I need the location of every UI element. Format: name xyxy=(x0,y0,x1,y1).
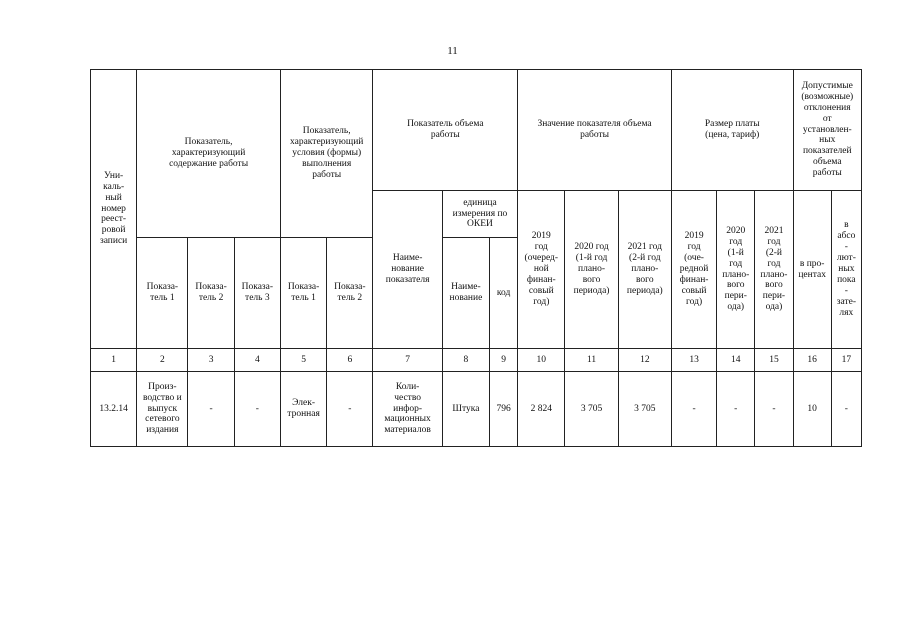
header-deviations: Допустимые (возможные) отклонения от установлен- ных показателей объема работы xyxy=(793,70,861,191)
column-number: 16 xyxy=(793,349,831,372)
header-vol-2021: 2021 год (2-й год плано- вого периода) xyxy=(618,191,671,349)
header-fee: Размер платы (цена, тариф) xyxy=(671,70,793,191)
header-unit-okei: единица измерения по ОКЕИ xyxy=(442,191,517,238)
column-number: 12 xyxy=(618,349,671,372)
table-row xyxy=(91,372,862,447)
state-task-table xyxy=(90,69,862,447)
cell-dev-absolute: - xyxy=(831,372,861,447)
header-indicator-name: Наиме- нование показателя xyxy=(373,191,442,349)
header-unit-name: Наиме- нование xyxy=(442,238,489,349)
column-number: 17 xyxy=(831,349,861,372)
cell-fee-2021: - xyxy=(755,372,793,447)
header-unit-code: код xyxy=(490,238,518,349)
column-number: 15 xyxy=(755,349,793,372)
cell-content-2: - xyxy=(188,372,234,447)
column-number: 1 xyxy=(91,349,137,372)
header-fee-2021: 2021 год (2-й год плано- вого пери- ода) xyxy=(755,191,793,349)
header-content-sub-3: Показа- тель 3 xyxy=(234,238,280,349)
column-number: 13 xyxy=(671,349,716,372)
column-number: 5 xyxy=(280,349,326,372)
column-number: 9 xyxy=(490,349,518,372)
header-unique-record: Уни- каль- ный номер реест- ровой записи xyxy=(91,70,137,349)
cell-record: 13.2.14 xyxy=(91,372,137,447)
column-number: 11 xyxy=(565,349,618,372)
header-fee-2020: 2020 год (1-й год плано- вого пери- ода) xyxy=(717,191,755,349)
header-condition-sub-2: Показа- тель 2 xyxy=(327,238,373,349)
cell-condition-2: - xyxy=(327,372,373,447)
header-vol-2019: 2019 год (очеред- ной финан- совый год) xyxy=(518,191,565,349)
cell-dev-percent: 10 xyxy=(793,372,831,447)
cell-unit-name: Штука xyxy=(442,372,489,447)
column-number: 4 xyxy=(234,349,280,372)
header-content-sub-1: Показа- тель 1 xyxy=(137,238,188,349)
header-volume-indicator: Показатель объема работы xyxy=(373,70,518,191)
cell-vol-2021: 3 705 xyxy=(618,372,671,447)
header-condition-sub-1: Показа- тель 1 xyxy=(280,238,326,349)
column-number: 14 xyxy=(717,349,755,372)
cell-vol-2020: 3 705 xyxy=(565,372,618,447)
column-number: 8 xyxy=(442,349,489,372)
header-dev-absolute: в абсо - лют- ных пока - зате- лях xyxy=(831,191,861,349)
column-number: 7 xyxy=(373,349,442,372)
page-number: 11 xyxy=(447,45,458,57)
cell-condition-1: Элек- тронная xyxy=(280,372,326,447)
cell-content-1: Произ- водство и выпуск сетевого издания xyxy=(137,372,188,447)
cell-content-3: - xyxy=(234,372,280,447)
header-vol-2020: 2020 год (1-й год планo- вого периода) xyxy=(565,191,618,349)
cell-vol-2019: 2 824 xyxy=(518,372,565,447)
column-number: 2 xyxy=(137,349,188,372)
cell-fee-2020: - xyxy=(717,372,755,447)
header-volume-value: Значение показателя объема работы xyxy=(518,70,672,191)
cell-indicator-name: Коли- чество инфор- мационных материалов xyxy=(373,372,442,447)
cell-fee-2019: - xyxy=(671,372,716,447)
header-conditions-indicator: Показатель, характеризующий условия (формы) выполнения работы xyxy=(280,70,372,238)
column-number: 6 xyxy=(327,349,373,372)
header-content-sub-2: Показа- тель 2 xyxy=(188,238,234,349)
column-number: 3 xyxy=(188,349,234,372)
header-dev-percent: в про- центах xyxy=(793,191,831,349)
header-fee-2019: 2019 год (оче- редной финан- совый год) xyxy=(671,191,716,349)
header-content-indicator: Показатель, характеризующий содержание работы xyxy=(137,70,281,238)
column-number: 10 xyxy=(518,349,565,372)
cell-unit-code: 796 xyxy=(490,372,518,447)
